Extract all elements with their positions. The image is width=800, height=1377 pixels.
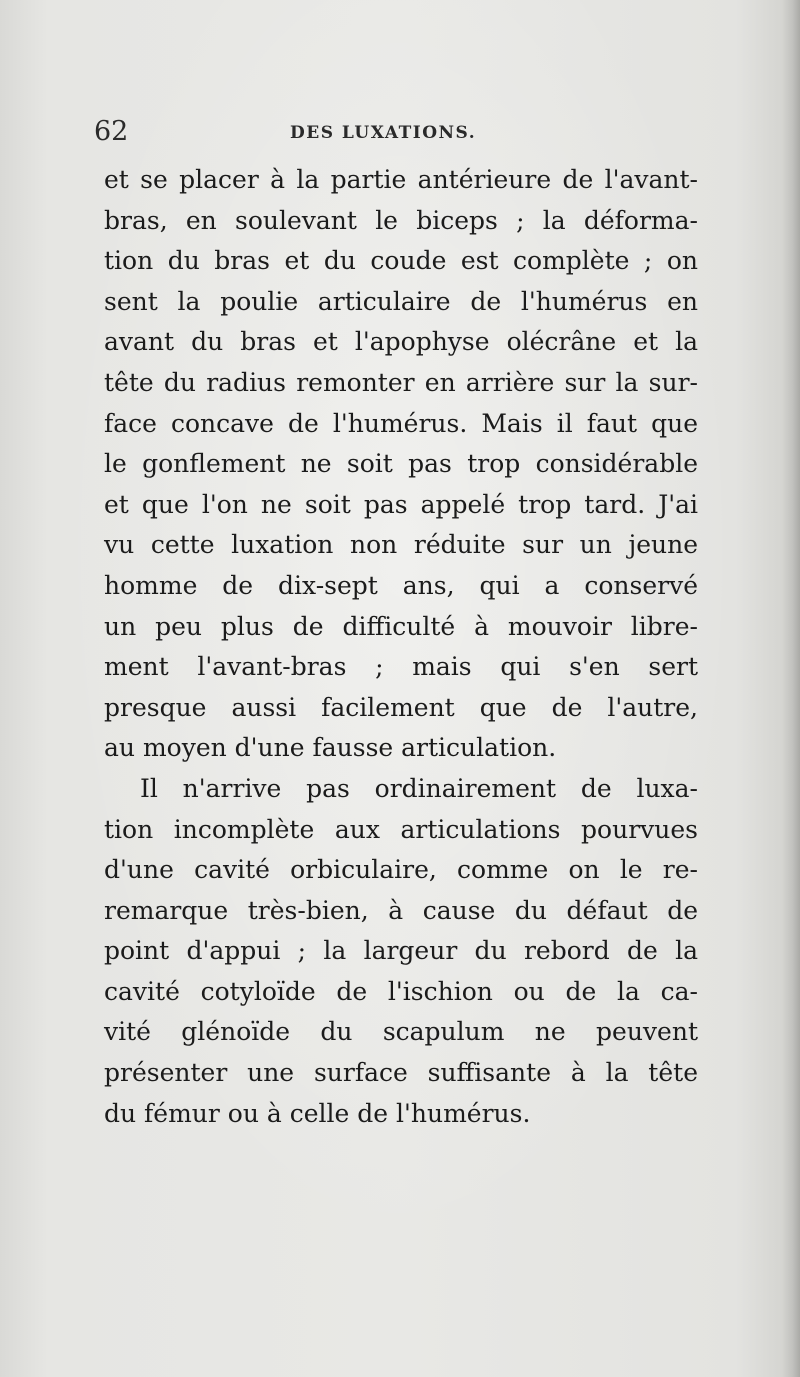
text-line: tion incomplète aux articulations pourvues <box>104 814 698 844</box>
page-header <box>94 114 700 150</box>
text-line: cavité cotyloïde de l'ischion ou de la ca- <box>104 976 698 1006</box>
text-line: homme de dix-sept ans, qui a conservé <box>104 570 698 600</box>
page-edge-shadow <box>782 0 800 1377</box>
text-line: avant du bras et l'apophyse olécrâne et la <box>104 327 698 357</box>
body-text <box>104 160 698 1134</box>
text-line: d'une cavité orbiculaire, comme on le re- <box>104 855 698 885</box>
text-line: remarque très-bien, à cause du défaut de <box>104 895 698 925</box>
text-line: vité glénoïde du scapulum ne peuvent <box>104 1017 698 1047</box>
paragraph-1 <box>104 160 698 769</box>
text-line: sent la poulie articulaire de l'humérus en <box>104 286 698 316</box>
text-line: face concave de l'humérus. Mais il faut que <box>104 408 698 438</box>
running-head: DES LUXATIONS. <box>290 123 477 143</box>
text-line: et que l'on ne soit pas appelé trop tard. J'ai <box>104 489 698 519</box>
text-line: vu cette luxation non réduite sur un jeune <box>104 530 698 560</box>
text-line: tête du radius remonter en arrière sur la sur- <box>104 367 698 397</box>
text-line: au moyen d'une fausse articulation. <box>104 733 557 763</box>
text-line: un peu plus de difficulté à mouvoir libre- <box>104 611 698 641</box>
paragraph-2 <box>104 769 698 1134</box>
text-line: tion du bras et du coude est complète ; on <box>104 246 698 276</box>
text-line: bras, en soulevant le biceps ; la déforma- <box>104 205 698 235</box>
text-line: et se placer à la partie antérieure de l'avant- <box>104 165 698 194</box>
text-line: Il n'arrive pas ordinairement de luxa- <box>140 773 698 803</box>
text-line: présenter une surface suffisante à la tête <box>104 1058 698 1088</box>
text-line: du fémur ou à celle de l'humérus. <box>104 1098 531 1128</box>
text-line: point d'appui ; la largeur du rebord de la <box>104 936 698 966</box>
text-line: le gonflement ne soit pas trop considérable <box>104 449 698 479</box>
page-number: 62 <box>94 116 129 147</box>
text-line: ment l'avant-bras ; mais qui s'en sert <box>104 652 698 682</box>
text-line: presque aussi facilement que de l'autre, <box>104 692 698 722</box>
